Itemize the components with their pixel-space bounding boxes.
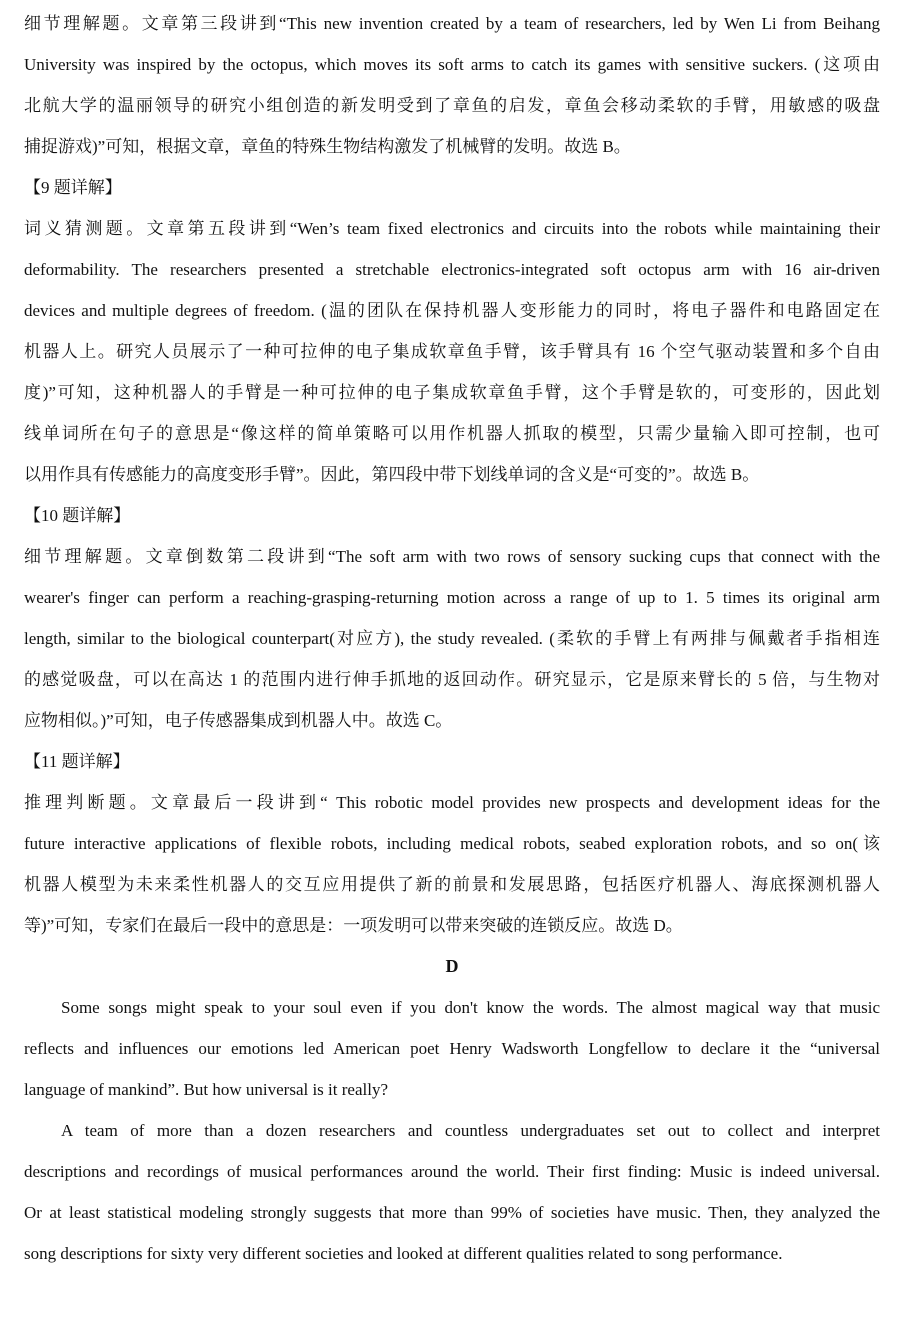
question-10-heading: 【10 题详解】 [24, 506, 131, 525]
question-11-heading: 【11 题详解】 [24, 752, 130, 771]
text-line: 等)”可知，专家们在最后一段中的意思是：一项发明可以带来突破的连锁反应。故选 D。 [24, 916, 683, 935]
text-line: 细节理解题。文章倒数第二段讲到“The soft arm with two rows of sensory sucking cups that connect with the [24, 547, 880, 566]
text-line: 捕捉游戏)”可知，根据文章，章鱼的特殊生物结构激发了机械臂的发明。故选 B。 [24, 137, 631, 156]
text-line: 以用作具有传感能力的高度变形手臂”。因此，第四段中带下划线单词的含义是“可变的”。故选 B。 [24, 465, 760, 484]
text-line: 的感觉吸盘，可以在高达 1 的范围内进行伸手抓地的返回动作。研究显示，它是原来臂长的 5 倍，与生物对 [24, 670, 880, 689]
text-line: 机器人模型为未来柔性机器人的交互应用提供了新的前景和发展思路，包括医疗机器人、海底探测机器人 [24, 875, 880, 894]
text-line: 机器人上。研究人员展示了一种可拉伸的电子集成软章鱼手臂，该手臂具有 16 个空气驱动装置和多个自由 [24, 342, 880, 361]
text-line: length, similar to the biological counterpart(对应方), the study revealed. (柔软的手臂上有两排与佩戴者手指相连 [24, 629, 880, 648]
text-line: 应物相似。)”可知，电子传感器集成到机器人中。故选 C。 [24, 711, 453, 730]
text-line: Some songs might speak to your soul even if you don't know the words. The almost magical way that music [61, 998, 880, 1017]
text-line: A team of more than a dozen researchers and countless undergraduates set out to collect and interpret [61, 1121, 880, 1140]
text-line: future interactive applications of flexible robots, including medical robots, seabed exploration robots, and so on(该 [24, 834, 880, 853]
text-line: University was inspired by the octopus, which moves its soft arms to catch its games with sensitive suckers. (这项由 [24, 55, 880, 74]
text-line: song descriptions for sixty very different societies and looked at different qualities related to song performance. [24, 1244, 783, 1263]
text-line: deformability. The researchers presented a stretchable electronics-integrated soft octopus arm with 16 air-driven [24, 260, 880, 279]
document-page [0, 3, 900, 1343]
text-line: 北航大学的温丽领导的研究小组创造的新发明受到了章鱼的启发，章鱼会移动柔软的手臂，用敏感的吸盘 [24, 96, 880, 115]
text-line: devices and multiple degrees of freedom. (温的团队在保持机器人变形能力的同时，将电子器件和电路固定在 [24, 301, 880, 320]
text-line: reflects and influences our emotions led American poet Henry Wadsworth Longfellow to declare it the “universal [24, 1039, 880, 1058]
text-line: 词义猜测题。文章第五段讲到“Wen’s team fixed electronics and circuits into the robots while maintaining their [24, 219, 880, 238]
text-line: descriptions and recordings of musical performances around the world. Their first finding: Music is indeed universal. [24, 1162, 880, 1181]
text-line: 度)”可知，这种机器人的手臂是一种可拉伸的电子集成软章鱼手臂，这个手臂是软的，可变形的，因此划 [24, 383, 880, 402]
text-line: language of mankind”. But how universal is it really? [24, 1080, 388, 1099]
section-d-heading: D [445, 956, 459, 976]
text-line: 线单词所在句子的意思是“像这样的简单策略可以用作机器人抓取的模型，只需少量输入即可控制，也可 [24, 424, 880, 443]
text-line: Or at least statistical modeling strongly suggests that more than 99% of societies have music. Then, they analyzed the [24, 1203, 880, 1222]
text-line: 细节理解题。文章第三段讲到“This new invention created by a team of researchers, led by Wen Li from Beihang [24, 14, 880, 33]
text-line: 推理判断题。文章最后一段讲到“ This robotic model provides new prospects and development ideas for the [24, 793, 880, 812]
text-line: wearer's finger can perform a reaching-grasping-returning motion across a range of up to 1. 5 times its original arm [24, 588, 880, 607]
question-9-heading: 【9 题详解】 [24, 178, 122, 197]
